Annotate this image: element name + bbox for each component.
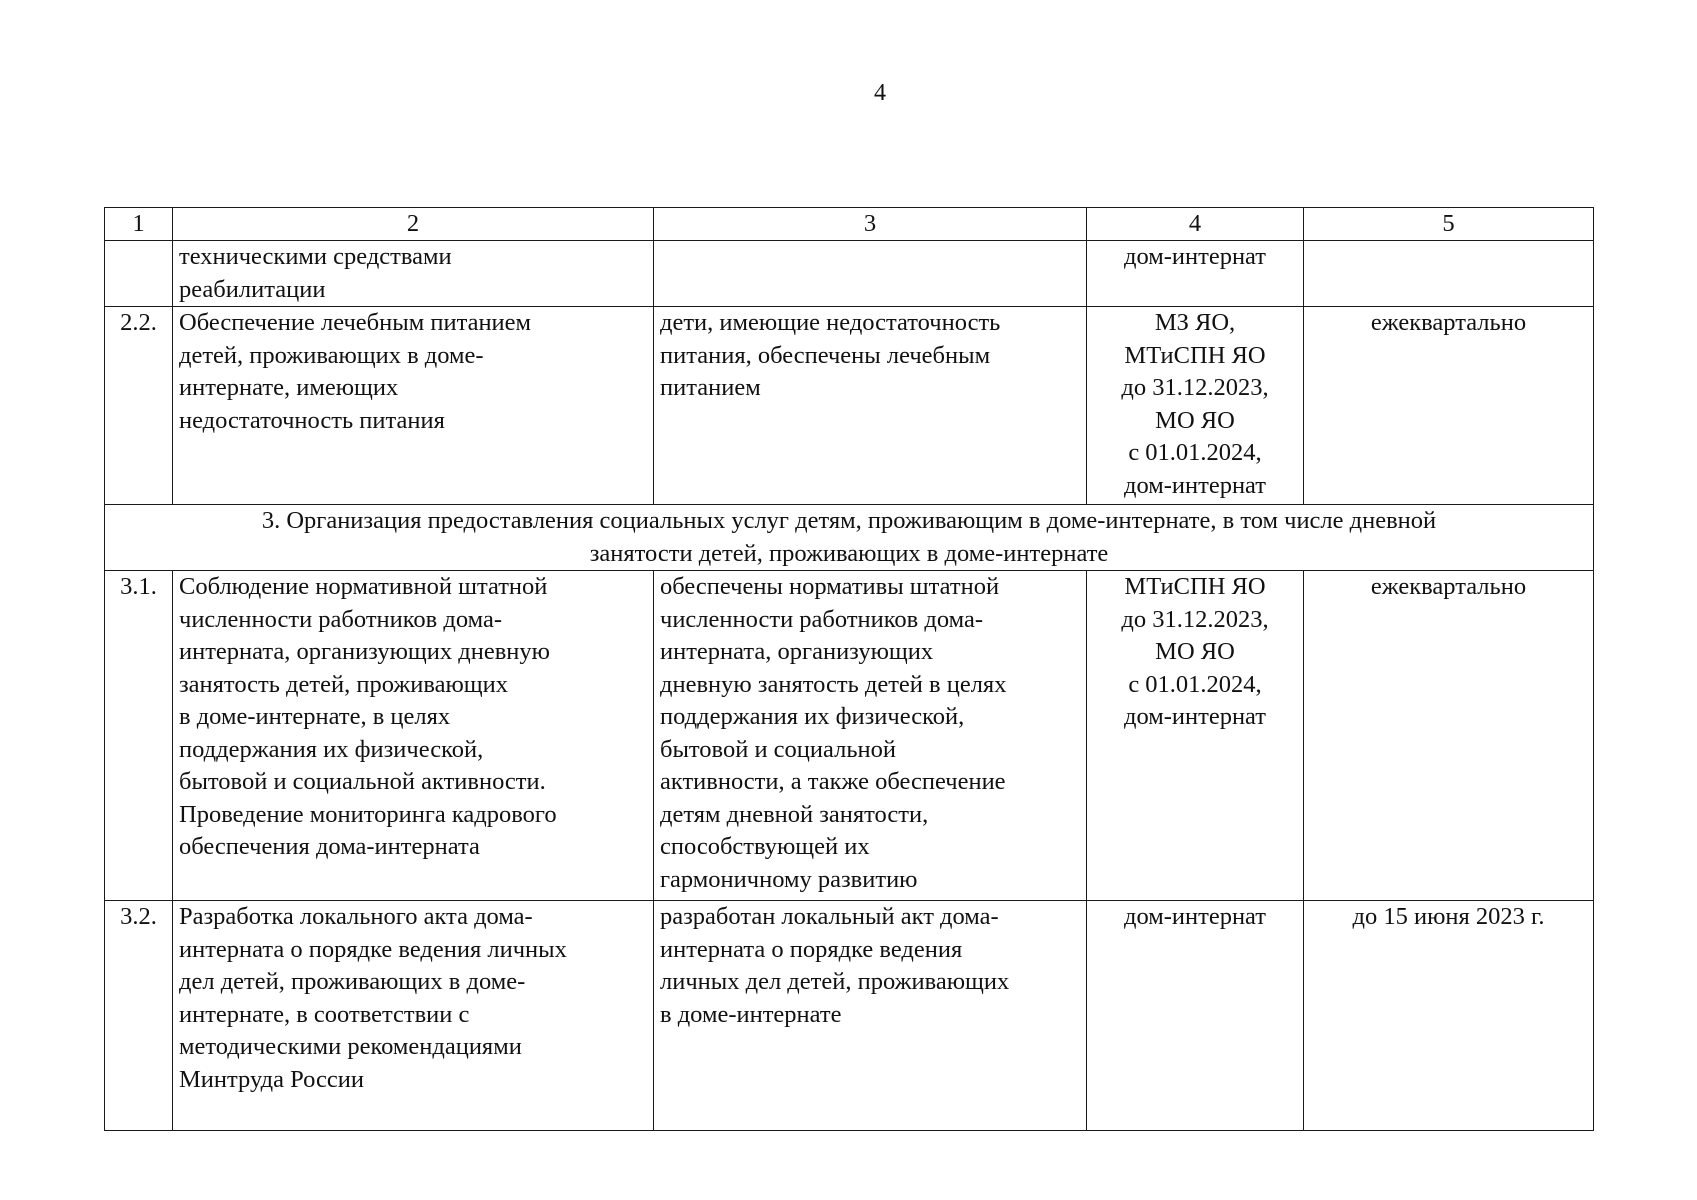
text-line: активности, а также обеспечение: [660, 768, 1006, 795]
item-number: 3.1.: [105, 571, 173, 901]
text-line: дом-интернат: [1123, 703, 1267, 730]
text-line: численности работников дома-: [660, 605, 983, 633]
text-line: занятости детей, проживающих в доме-интернате: [589, 539, 1109, 567]
text-line: Проведение мониторинга кадрового: [179, 800, 557, 828]
item-number: [105, 241, 173, 307]
text-line: реабилитации: [179, 275, 326, 303]
item-number: 3.2.: [105, 901, 173, 1131]
table-row: [105, 241, 1594, 307]
column-number: 4: [1087, 208, 1304, 241]
column-number-row: [105, 208, 1594, 241]
text-line: до 15 июня 2023 г.: [1352, 903, 1545, 930]
text-line: МТиСПН ЯО: [1124, 341, 1266, 369]
measure-cell: [173, 571, 654, 901]
text-line: обеспечения дома-интерната: [179, 833, 480, 860]
text-line: техническими средствами: [179, 243, 452, 270]
text-line: разработан локальный акт дома-: [660, 903, 999, 930]
text-line: Соблюдение нормативной штатной: [179, 573, 548, 600]
text-line: поддержания их физической,: [660, 703, 965, 730]
text-line: 3. Организация предоставления социальных услуг детям, проживающим в доме-интернате, в том числе дневной: [261, 507, 1437, 534]
text-line: питанием: [660, 374, 761, 401]
term-cell: [1304, 901, 1594, 1131]
text-line: интернате, в соответствии с: [179, 1000, 470, 1028]
responsible-cell: [1087, 241, 1304, 307]
responsible-cell: [1087, 307, 1304, 505]
column-number: 5: [1304, 208, 1594, 241]
text-line: Обеспечение лечебным питанием: [179, 309, 532, 336]
text-line: личных дел детей, проживающих: [660, 968, 1010, 995]
text-line: в доме-интернате, в целях: [179, 703, 451, 730]
column-number: 3: [654, 208, 1087, 241]
text-line: дом-интернат: [1123, 243, 1267, 270]
text-line: интерната о порядке ведения личных: [179, 935, 567, 963]
responsible-cell: [1087, 901, 1304, 1131]
text-line: ежеквартально: [1370, 309, 1527, 336]
text-line: МЗ ЯО,: [1154, 309, 1236, 336]
measure-cell: [173, 307, 654, 505]
result-cell: [654, 241, 1087, 307]
text-line: в доме-интернате: [660, 1000, 842, 1028]
text-line: бытовой и социальной: [660, 735, 896, 763]
text-line: интерната, организующих: [660, 638, 934, 665]
term-cell: [1304, 241, 1594, 307]
text-line: дел детей, проживающих в доме-: [179, 968, 526, 995]
text-line: детям дневной занятости,: [660, 800, 929, 828]
text-line: детей, проживающих в доме-: [179, 341, 484, 369]
result-cell: [654, 307, 1087, 505]
measures-table: [104, 207, 1594, 1131]
term-cell: [1304, 307, 1594, 505]
page-number: 4: [874, 80, 886, 106]
text-line: гармоничному развитию: [660, 865, 918, 893]
result-cell: [654, 571, 1087, 901]
text-line: питания, обеспечены лечебным: [660, 341, 991, 369]
text-line: численности работников дома-: [179, 605, 502, 633]
text-line: до 31.12.2023,: [1121, 374, 1269, 401]
measure-cell: [173, 241, 654, 307]
text-line: МО ЯО: [1155, 406, 1235, 434]
table-row: [105, 307, 1594, 505]
table-row: [105, 901, 1594, 1131]
section-heading-row: [105, 505, 1594, 571]
text-line: Минтруда России: [179, 1065, 364, 1093]
measure-cell: [173, 901, 654, 1131]
text-line: бытовой и социальной активности.: [179, 768, 546, 795]
text-line: дети, имеющие недостаточность: [660, 309, 1001, 336]
text-line: дом-интернат: [1123, 471, 1267, 499]
text-line: ежеквартально: [1370, 573, 1527, 600]
text-line: с 01.01.2024,: [1128, 439, 1262, 466]
term-cell: [1304, 571, 1594, 901]
text-line: дневную занятость детей в целях: [660, 670, 1007, 698]
responsible-cell: [1087, 571, 1304, 901]
text-line: до 31.12.2023,: [1121, 605, 1269, 633]
text-line: интерната о порядке ведения: [660, 935, 963, 963]
section-heading: [105, 505, 1594, 571]
text-line: Разработка локального акта дома-: [179, 903, 533, 930]
column-number: 2: [173, 208, 654, 241]
text-line: поддержания их физической,: [179, 735, 484, 763]
table-row: [105, 571, 1594, 901]
text-line: обеспечены нормативы штатной: [660, 573, 1000, 600]
text-line: интерната, организующих дневную: [179, 638, 550, 665]
text-line: занятость детей, проживающих: [179, 670, 509, 698]
text-line: с 01.01.2024,: [1128, 670, 1262, 698]
result-cell: [654, 901, 1087, 1131]
text-line: МО ЯО: [1155, 638, 1235, 665]
text-line: способствующей их: [660, 833, 870, 860]
text-line: дом-интернат: [1123, 903, 1267, 930]
column-number: 1: [105, 208, 173, 241]
text-line: интернате, имеющих: [179, 374, 399, 401]
text-line: МТиСПН ЯО: [1124, 573, 1266, 600]
item-number: 2.2.: [105, 307, 173, 505]
text-line: недостаточность питания: [179, 406, 445, 434]
text-line: методическими рекомендациями: [179, 1033, 522, 1060]
